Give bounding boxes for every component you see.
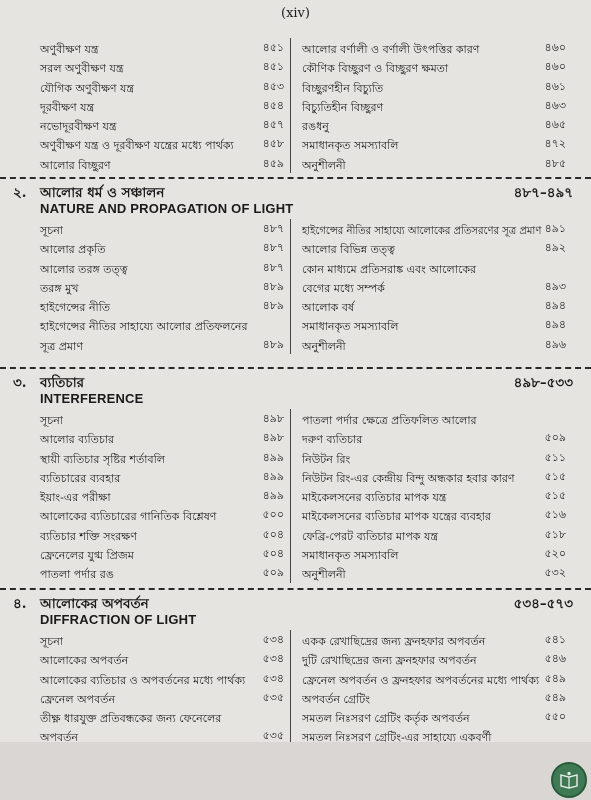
- toc-row: [0, 296, 591, 315]
- entry-title: সমাধানকৃত সমস্যাবলি: [302, 139, 399, 153]
- toc-row: [0, 315, 591, 334]
- entry-page: ৫০৯: [544, 431, 566, 445]
- toc-entry: [302, 315, 574, 334]
- toc-entry: [302, 115, 574, 134]
- toc-entry: [40, 315, 291, 334]
- entry-page: ৫৩৫: [262, 729, 284, 742]
- entry-page: ৪৫১: [262, 41, 284, 54]
- entry-title: স্থায়ী ব্যতিচার সৃষ্টির শর্তাবলি: [40, 452, 165, 466]
- entry-title: আলোর বিভিন্ন তত্ত্ব: [302, 243, 395, 257]
- entry-title: দূরবীক্ষণ যন্ত্র: [40, 100, 95, 114]
- entry-page: ৫৪৯: [544, 690, 566, 704]
- toc-entry: [302, 707, 574, 726]
- entry-page: ৪৫৯: [262, 156, 284, 170]
- entry-page: ৪৬০: [544, 60, 566, 74]
- entry-title: সমাধানকৃত সমস্যাবলি: [302, 549, 399, 563]
- entry-title: ফ্রেনেল অপবর্তন ও ফ্রনহফার অপবর্তনের মধ্যে পার্থক্য: [302, 673, 540, 687]
- toc-top-grid: [0, 38, 591, 173]
- entry-page: ৫০৪: [262, 527, 284, 541]
- toc-entry: [302, 277, 574, 296]
- toc-entry: [302, 467, 574, 486]
- entry-page: ৪৮৯: [262, 299, 284, 313]
- toc-row: [0, 525, 591, 544]
- toc-entry: [40, 544, 291, 563]
- toc-entry: [40, 448, 291, 467]
- entry-title: ব্যতিচারের ব্যবহার: [40, 471, 121, 485]
- toc-entry: [40, 409, 291, 428]
- toc-entry: [40, 630, 291, 649]
- toc-row: [0, 77, 591, 96]
- toc-entry: [302, 296, 574, 315]
- entry-title: বিচ্ছুরণহীন বিচ্যুতি: [302, 81, 384, 95]
- toc-entry: [40, 96, 291, 115]
- section-number: ৪.: [13, 596, 27, 612]
- entry-page: ৪৫৪: [262, 98, 284, 112]
- entry-title: হাইগেন্সের নীতির সাহায্যে আলোর প্রতিফলনের: [40, 320, 248, 334]
- entry-page: ৫৪৬: [544, 652, 566, 666]
- entry-title: ফ্রেনেল অপবর্তন: [40, 692, 116, 706]
- section-number: ৩.: [13, 375, 27, 391]
- toc-entry: [40, 219, 291, 238]
- toc-row: [0, 335, 591, 354]
- entry-title: অনুশীলনী: [302, 568, 346, 582]
- entry-title: সমাধানকৃত সমস্যাবলি: [302, 320, 399, 334]
- entry-page: ৪৮৭: [262, 260, 284, 274]
- entry-title: নিউটন রিং-এর কেন্দ্রীয় বিন্দু অন্ধকার হবার কারণ: [302, 471, 515, 485]
- entry-title: ইয়াং-এর পরীক্ষা: [40, 491, 111, 505]
- toc-entry: [40, 428, 291, 447]
- entry-title: আলোক বর্ষ: [302, 301, 355, 315]
- entry-title: সরল অণুবীক্ষণ যন্ত্র: [40, 62, 124, 76]
- section-3: [0, 367, 591, 583]
- toc-grid: [0, 630, 591, 742]
- toc-entry: [40, 563, 291, 582]
- toc-row: [0, 238, 591, 257]
- section-number: ২.: [13, 185, 27, 201]
- toc-entry: [302, 335, 574, 354]
- section-title-en: DIFFRACTION OF LIGHT: [40, 612, 197, 627]
- entry-title: বিচ্যুতিহীন বিচ্ছুরণ: [302, 100, 384, 114]
- toc-row: [0, 707, 591, 726]
- toc-row: [0, 134, 591, 153]
- entry-page: ৪৯৯: [262, 450, 284, 464]
- entry-page: ৪৬৩: [544, 98, 566, 112]
- section-title-en: NATURE AND PROPAGATION OF LIGHT: [40, 201, 294, 216]
- toc-row: [0, 38, 591, 57]
- entry-page: ৫২০: [544, 547, 566, 561]
- entry-title: কোন মাধ্যমে প্রতিসরাঙ্ক এবং আলোকের: [302, 262, 477, 276]
- entry-title: সূচনা: [40, 635, 63, 648]
- entry-page: ৪৫৭: [262, 118, 284, 132]
- toc-entry: [302, 563, 574, 582]
- toc-row: [0, 669, 591, 688]
- section-header: [0, 367, 591, 391]
- section-page-range: ৪৮৭–৪৯৭: [513, 185, 573, 201]
- toc-entry: [40, 688, 291, 707]
- toc-entry: [302, 669, 574, 688]
- toc-entry: [40, 115, 291, 134]
- entry-page: ৫১১: [544, 450, 566, 464]
- entry-title: দুটি রেখাছিদ্রের জন্য ফ্রনহফার অপবর্তন: [302, 654, 477, 668]
- entry-page: ৪৯৮: [262, 431, 284, 445]
- entry-title: আলোর তরঙ্গ তত্ত্ব: [40, 262, 128, 276]
- entry-title: অপবর্তন: [40, 731, 78, 742]
- entry-page: ৫৪১: [544, 633, 566, 646]
- toc-entry: [302, 486, 574, 505]
- toc-row: [0, 448, 591, 467]
- toc-entry: [40, 258, 291, 277]
- entry-title: আলোকের অপবর্তন: [40, 654, 129, 668]
- toc-entry: [302, 649, 574, 668]
- entry-page: ৪৮৯: [262, 337, 284, 351]
- entry-title: বেগের মধ্যে সম্পর্ক: [302, 281, 385, 295]
- toc-entry: [302, 134, 574, 153]
- toc-entry: [302, 219, 574, 238]
- toc-entry: [302, 505, 574, 524]
- toc-entry: [302, 630, 574, 649]
- entry-title: ফ্রেনেলের যুগ্ম প্রিজম: [40, 549, 134, 563]
- toc-row: [0, 505, 591, 524]
- entry-title: হাইগেন্সের নীতি: [40, 301, 111, 315]
- entry-page: ৫০৯: [262, 566, 284, 580]
- entry-page: ৪৯২: [544, 241, 566, 255]
- entry-title: অপবর্তন গ্রেটিং: [302, 692, 371, 706]
- entry-title: আলোর বিচ্ছুরণ: [40, 158, 111, 172]
- entry-title: মাইকেলসনের ব্যতিচার মাপক যন্ত্র: [302, 491, 447, 505]
- entry-page: ৪৮৫: [544, 156, 566, 170]
- toc-entry: [40, 77, 291, 96]
- entry-page: ৫৩৫: [262, 690, 284, 704]
- entry-page: ৪৮৯: [262, 279, 284, 293]
- toc-entry: [302, 428, 574, 447]
- section-title: ব্যতিচার: [40, 375, 85, 391]
- toc-row: [0, 219, 591, 238]
- entry-page: ৫৩৪: [262, 652, 284, 666]
- toc-entry: [40, 726, 291, 742]
- entry-title: পাতলা পর্দার ক্ষেত্রে প্রতিফলিত আলোর: [302, 414, 477, 427]
- entry-title: একক রেখাছিদ্রের জন্য ফ্রনহফার অপবর্তন: [302, 635, 486, 648]
- section-page-range: ৫৩৪–৫৭৩: [513, 596, 573, 612]
- entry-title: সমতল নিঃসরণ গ্রেটিং-এর সাহায্যে একবর্ণী: [302, 731, 492, 742]
- entry-page: ৫৪৯: [544, 671, 566, 685]
- toc-entry: [40, 238, 291, 257]
- book-logo-icon: [551, 762, 587, 798]
- toc-entry: [40, 486, 291, 505]
- entry-page: ৪৯৪: [544, 299, 566, 313]
- entry-page: ৫১৮: [544, 527, 566, 541]
- toc-entry: [40, 467, 291, 486]
- toc-grid: [0, 38, 591, 173]
- toc-entry: [302, 525, 574, 544]
- entry-title: সূত্র প্রমাণ: [40, 339, 84, 353]
- entry-title: হাইগেন্সের নীতির সাহায্যে আলোকের প্রতিসরণের সূত্র প্রমাণ: [302, 224, 542, 237]
- entry-page: ৪৫৮: [262, 137, 284, 151]
- entry-page: ৪৫১: [262, 60, 284, 74]
- entry-page: ৪৯১: [544, 222, 566, 235]
- section-title: আলোকের অপবর্তন: [40, 596, 149, 612]
- entry-page: ৫১৫: [544, 469, 566, 483]
- entry-page: ৫০৪: [262, 547, 284, 561]
- entry-title: কৌণিক বিচ্ছুরণ ও বিচ্ছুরণ ক্ষমতা: [302, 62, 449, 76]
- entry-page: ৪৯৯: [262, 469, 284, 483]
- entry-title: ফেব্রি-পেরট ব্যতিচার মাপক যন্ত্র: [302, 529, 438, 543]
- entry-page: ৪৬০: [544, 41, 566, 54]
- section-header: [0, 177, 591, 201]
- entry-page: ৫০০: [262, 508, 284, 522]
- entry-title: সূচনা: [40, 414, 63, 427]
- entry-title: রঙধনু: [302, 120, 329, 134]
- toc-row: [0, 726, 591, 742]
- section-4: [0, 588, 591, 742]
- toc-entry: [302, 726, 574, 742]
- toc-entry: [302, 409, 574, 428]
- toc-row: [0, 688, 591, 707]
- toc-row: [0, 563, 591, 582]
- entry-page: ৪৫৩: [262, 79, 284, 93]
- entry-page: ৪৯৬: [544, 337, 566, 351]
- toc-row: [0, 154, 591, 173]
- section-2: [0, 177, 591, 354]
- entry-page: ৪৯৯: [262, 489, 284, 503]
- toc-row: [0, 467, 591, 486]
- entry-page: ৪৯৪: [544, 318, 566, 332]
- entry-title: আলোর প্রকৃতি: [40, 243, 106, 257]
- toc-row: [0, 115, 591, 134]
- entry-title: আলোর ব্যতিচার: [40, 433, 115, 447]
- toc-row: [0, 486, 591, 505]
- entry-title: অনুশীলনী: [302, 158, 346, 172]
- toc-entry: [302, 258, 574, 277]
- entry-title: সূচনা: [40, 224, 63, 237]
- toc-entry: [40, 277, 291, 296]
- entry-title: অণুবীক্ষণ যন্ত্র ও দূরবীক্ষণ যন্ত্রের মধ্যে পার্থক্য: [40, 139, 234, 153]
- section-header: [0, 588, 591, 612]
- page-number: (xiv): [281, 6, 310, 21]
- entry-title: অনুশীলনী: [302, 339, 346, 353]
- toc-row: [0, 96, 591, 115]
- toc-entry: [302, 448, 574, 467]
- toc-entry: [40, 505, 291, 524]
- toc-entry: [40, 38, 291, 57]
- entry-title: সমতল নিঃসরণ গ্রেটিং কর্তৃক অপবর্তন: [302, 712, 470, 726]
- entry-page: ৪৬১: [544, 79, 566, 93]
- entry-title: আলোকের ব্যতিচার ও অপবর্তনের মধ্যে পার্থক্য: [40, 673, 246, 687]
- toc-row: [0, 544, 591, 563]
- toc-entry: [302, 57, 574, 76]
- section-page-range: ৪৯৮–৫৩৩: [513, 375, 573, 391]
- toc-row: [0, 630, 591, 649]
- toc-entry: [40, 669, 291, 688]
- entry-page: ৫৩৪: [262, 633, 284, 646]
- toc-entry: [40, 707, 291, 726]
- entry-title: নিউটন রিং: [302, 452, 351, 466]
- section-title-en: INTERFERENCE: [40, 391, 144, 406]
- toc-entry: [40, 335, 291, 354]
- entry-page: ৪৯৮: [262, 412, 284, 425]
- entry-page: ৫৫০: [544, 710, 566, 724]
- entry-title: আলোর বর্ণালী ও বর্ণালী উৎপত্তির কারণ: [302, 43, 480, 56]
- toc-row: [0, 57, 591, 76]
- toc-entry: [302, 688, 574, 707]
- toc-entry: [302, 154, 574, 173]
- entry-page: ৫১৬: [544, 508, 566, 522]
- entry-page: ৫১৫: [544, 489, 566, 503]
- toc-entry: [302, 38, 574, 57]
- entry-title: দরুণ ব্যতিচার: [302, 433, 363, 447]
- section-title: আলোর ধর্ম ও সঞ্চালন: [40, 185, 165, 201]
- toc-entry: [302, 77, 574, 96]
- toc-entry: [40, 134, 291, 153]
- entry-page: ৫৩২: [544, 566, 566, 580]
- entry-title: তরঙ্গ মুখ: [40, 281, 79, 295]
- toc-grid: [0, 219, 591, 354]
- entry-title: মাইকেলসনের ব্যতিচার মাপক যন্ত্রের ব্যবহার: [302, 510, 491, 524]
- toc-entry: [302, 96, 574, 115]
- entry-page: ৪৬৫: [544, 118, 566, 132]
- entry-title: আলোকের ব্যতিচারের গানিতিক বিশ্লেষণ: [40, 510, 217, 524]
- entry-page: ৪৮৭: [262, 222, 284, 235]
- toc-row: [0, 428, 591, 447]
- toc-entry: [302, 544, 574, 563]
- toc-row: [0, 409, 591, 428]
- toc-entry: [40, 57, 291, 76]
- toc-entry: [40, 154, 291, 173]
- entry-title: অণুবীক্ষণ যন্ত্র: [40, 43, 99, 56]
- entry-page: ৪৮৭: [262, 241, 284, 255]
- entry-page: ৪৭২: [544, 137, 566, 151]
- entry-title: যৌগিক অণুবীক্ষণ যন্ত্র: [40, 81, 134, 95]
- toc-row: [0, 649, 591, 668]
- toc-entry: [302, 238, 574, 257]
- entry-title: তীক্ষ্ণ ধারযুক্ত প্রতিবন্ধকের জন্য ফেনেলের: [40, 712, 222, 726]
- toc-row: [0, 258, 591, 277]
- toc-grid: [0, 409, 591, 583]
- entry-page: ৫৩৪: [262, 671, 284, 685]
- toc-row: [0, 277, 591, 296]
- toc-entry: [40, 296, 291, 315]
- toc-entry: [40, 525, 291, 544]
- toc-entry: [40, 649, 291, 668]
- entry-title: নভোদূরবীক্ষণ যন্ত্র: [40, 120, 117, 134]
- entry-page: ৪৯৩: [544, 279, 566, 293]
- entry-title: ব্যতিচার শক্তি সংরক্ষণ: [40, 529, 137, 543]
- entry-title: পাতলা পর্দার রঙ: [40, 568, 114, 582]
